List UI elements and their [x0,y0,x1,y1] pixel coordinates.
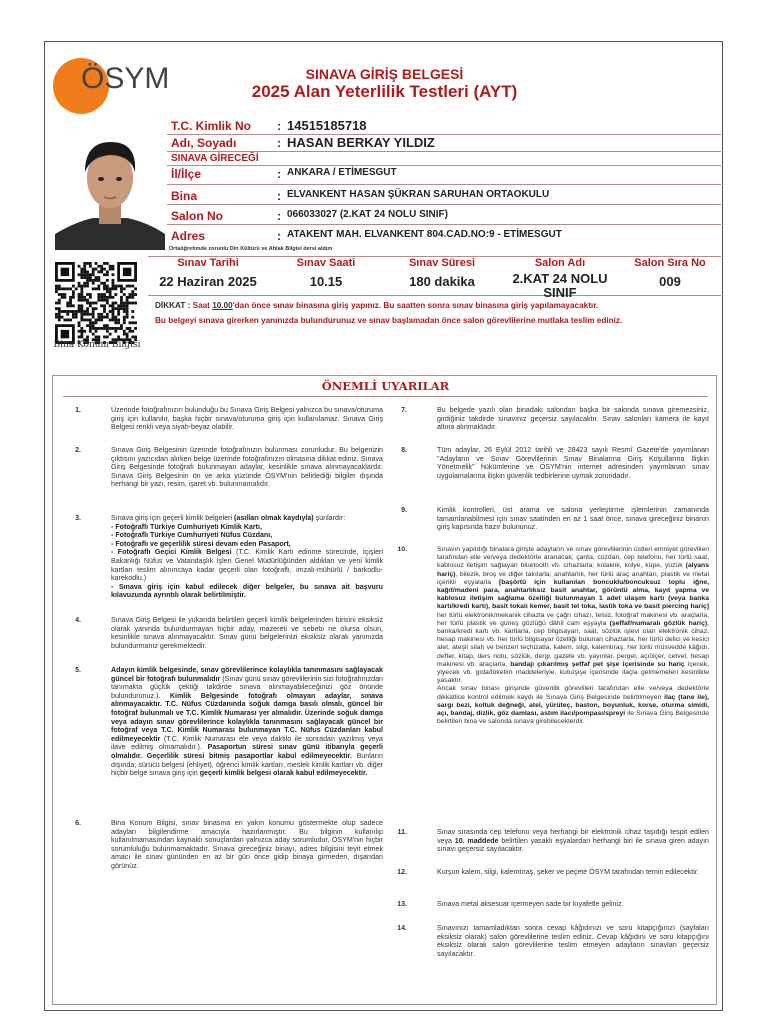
exam-date-label: Sınav Tarihi [177,257,239,269]
qr-code[interactable] [55,262,137,344]
exam-duration-label: Sınav Süresi [408,257,476,269]
item-text: Bunların dışında; sürücü belgesi (ehliyet), öğrenci kimlik kartları, meslek kimlik kartları vb. diğer hiçbir belge sınava giriş için [111,751,383,778]
warning-item-13 [397,900,709,909]
salon-value: 066033027 (2.KAT 24 NOLU SINIF) [287,209,448,220]
tc-value: 14515185718 [287,118,367,133]
item-text: Ancak sınav binası girişinde güvenlik görevlileri tarafından elle ve/veya dedektörle dikkatlice kontrol edilmek kaydı ile Sınava Giriş Belgesinde belirtilmeyen [437,685,709,701]
document-title: SINAVA GİRİŞ BELGESİ [305,66,464,82]
item-number: 3. [75,514,81,522]
item-text: geçerli kimlik belgesi olarak kabul edilmeyecektir. [199,769,368,778]
attention-notice [155,298,622,328]
item-text: ile Sınava Giriş Belgesinde belirtilen bina ve salonda sınava girebileceklerdir. [437,710,709,726]
item-text: her türlü elektronik/mekanik cihazla ve çağrı cihazı, telsiz, fotoğraf makinesi vb. araçlarla, her türlü plastik ve güneş gözlüğü dâhil cam eşyayla [437,611,709,627]
item-text: Sınava Giriş Belgesinin üzerinde fotoğrafınızın bulunması zorunludur. Bu belgenizin çıktısını yazıcıdan alırken belge üzerinde fotoğrafınızın olmasına dikkat ediniz. Sınava Giriş Belgesinde fotoğrafı bulunmayan adaylar, kesinlikle sınava alınmayacaklardır. Sınava Giriş Belgesinin ön ve arka yüzünde ÖSYM'nin belirlediği bilgiler dışında herhangi bir yazı, resim, işaret vb. bulunmamalıdır. [111,446,383,489]
exam-date-value: 22 Haziran 2025 [159,274,257,289]
item-text: içecek, yiyecek vb. gıda/tüketim maddeleriyle, kutu/şişe içerisinde ilaçla gelmemeleri kesinlikle yasaktır. [437,660,709,685]
warning-item-11 [397,828,709,854]
room-name-value: 2.KAT 24 NOLU SINIF [512,271,608,300]
warning-item-3 [75,514,383,600]
item-text: Sınavın yapıldığı binalara girişte adayların ve sınav görevlilerinin üstleri emniyet görevlileri tarafından elle ve/veya dedektörle aranacak; çanta, cüzdan, cep telefonu, her türlü saat, kablosuz iletişim sağlayan bluetooth vb. cihazlarla; kulaklık, kolye, küpe, yüzük [437,546,709,570]
item-text: Sınava Giriş Belgesi ile yukarıda belirtilen geçerli kimlik belgelerinden birisini eksiksiz olarak yanında bulundurmayan hiçbir aday, mazereti ve sebebi ne olursa olsun, kesinlikle sınava alınmayacaktır. Sınav günü belgelerinizi eksiksiz olarak yanınızda bulundurmanız gerekmektedir. [111,616,383,650]
item-text: bandajı çıkarılmış şeffaf pet şişe içerisinde su hariç [510,660,685,668]
item-text: Sınava giriş için geçerli kimlik belgeleri [111,514,235,522]
item-text: , bilezik, broş ve diğer takılarla; anahtarlık, her türlü araç anahtarı, plastik ve metal içerikli eşyalarla [437,570,709,586]
item-text: Kurşun kalem, silgi, kalemtıraş, şeker ve peçete ÖSYM tarafından temin edilecektir. [437,868,699,876]
item-number: 2. [75,446,81,454]
warning-item-1 [75,406,383,432]
item-number: 11. [397,828,407,836]
warning-item-6 [75,819,383,871]
attention-text: 'dan önce sınav binasına giriş yapınız. Bu saatten sonra sınav binasına giriş yapılamayacaktır. [232,301,599,310]
item-text: , banka/kredi kartı vb. kartlarla, cep bilgisayarı, saat, sözlük işlevi olan elektronik cihaz, hesap makinesi vb. her türlü bilgisayar özelliği bulunan cihazlarla, her türlü delici ve kesici alet, ateşli silah ve benzeri teçhizatla, kalem, silgi, kalemtıraş, her türlü müsvedde kâğıdı, defter, kitap, ders notu, sözlük, dergi, gazete vb. yayınlar, pergel, açıölçer, cetvel, hesap makinesi vb. araçlarla, [437,619,710,668]
name-label: Adı, Soyadı [171,136,237,150]
item-text: [başörtü için kullanılan boncuklu/boncuksuz toplu iğne, kağıt/madeni para, anahtarlıksız basit anahtar, görüntü alma, kayıt yapma ve kablosuz iletişim sağlama özelliği bulunmayan 1 adet ulaşım kartı (veya banka kartı/kredi kartı), basit tokalı kemer, basit tel toka, lastik toka ve basit piercing hariç] [437,578,710,611]
tc-label: T.C. Kimlik No [171,119,252,133]
item-text: Adayın kimlik belgesinde, sınav görevlilerince kolaylıkla tanınmasını sağlayacak güncel bir fotoğrafı bulunmalıdır [111,666,383,683]
item-text: - Fotoğraflı Türkiye Cumhuriyeti Nüfus Cüzdanı, [111,531,273,540]
item-text: - Fotoğraflı Türkiye Cumhuriyeti Kimlik Kartı, [111,522,262,531]
item-text: ilaç (tane ile), sargı bezi, koltuk değneği, atel, yürüteç, baston, boyunluk, korse, oturma simidi, açı, bandaj, dizlik, göz damlası, astım ilacı/pompası/spreyi [437,693,710,718]
adres-value: ATAKENT MAH. ELVANKENT 804.CAD.NO:9 - ETİMESGUT [287,229,562,240]
adres-label: Adres [171,229,206,243]
city-value: ANKARA / ETİMESGUT [287,167,397,178]
item-text: şunlardır: [313,514,346,522]
item-text: Pasaportun süresi sınav günü itibarıyla geçerli olmalıdır. Geçerlilik süresi bitmiş pasaportlar kabul edilmeyecektir. [111,743,384,760]
item-number: 8. [401,446,407,454]
item-number: 7. [401,406,407,414]
item-text: - Fotoğraflı ve geçerlilik süresi devam eden Pasaport, [111,539,291,548]
attention-time: 10.00 [212,301,233,310]
warnings-title: ÖNEMLİ UYARILAR [321,379,450,393]
seat-number-value: 009 [659,274,681,289]
item-number: 5. [75,666,81,674]
item-text: (T.C. Kimlik Kartı edinme sürecinde, İçişleri Bakanlığı Nüfus ve Vatandaşlık İşleri Genel Müdürlüğünden aldıkları ve yeni kimlik kartları teslim alınıncaya kadar geçerli olan fotoğraflı, imzalı-mühürlü / barkodlu-karekodlu.) [111,548,383,583]
candidate-photo [55,122,165,250]
warning-item-2 [75,446,383,489]
salon-label: Salon No [171,209,224,223]
item-text: Tüm adaylar, 26 Eylül 2012 tarihli ve 28423 sayılı Resmî Gazete'de yayımlanan "Adayların ve Sınav Görevlilerinin Sınav Binalarına Giriş Koşullarına İlişkin Yönetmelik" hükümlerine ve ÖSYM'nin internet adresinden yayımlanan sınav uygulamalarına ilişkin güvenlik tedbirlerine uymak zorundadır. [437,446,709,480]
item-number: 4. [75,616,81,624]
colon: : [277,136,281,150]
item-number: 6. [75,819,81,827]
qr-caption: Bina Konum Bilgisi [53,340,141,350]
admission-document [44,41,723,1011]
item-text: 10. maddede [454,836,499,845]
item-number: 14. [397,924,407,932]
warning-item-12 [397,868,709,877]
divider [63,396,708,397]
section-label: SINAVA GİRECEĞİ [171,153,259,164]
bina-value: ELVANKENT HASAN ŞÜKRAN SARUHAN ORTAOKULU [287,189,550,200]
city-label: İl/İlçe [171,167,202,181]
bina-label: Bina [171,189,198,203]
item-text: Sınav sırasında cep telefonu veya herhangi bir elektronik cihaz taşıdığı tespit edilen veya [437,828,709,845]
exam-title: 2025 Alan Yeterlilik Testleri (AYT) [251,82,518,101]
item-text: (alyans hariç) [437,562,709,578]
item-number: 10. [397,546,407,553]
colon: : [277,189,281,203]
item-text: Bina Konum Bilgisi, sınav binasına en yakın konumu göstermekte olup sadece adayları bilgilendirme amacıyla hazırlanmıştır. Bu bilginin kullanılıp kullanılmamasından kaynaklı sonuçlardan yalnızca aday sorumludur, ÖSYM'nin hiçbir sorumluluğu bulunmamaktadır. Sınava gireceğiniz binayı, adres bilgisini teyit etmek amacı ile sınav gününden en az bir gün önce gidip binaya girmeden, dışarıdan görünüz. [111,819,383,870]
item-text: Kimlik Belgesinde fotoğrafı olmayan adaylar, sınava alınmayacaktır. T.C. Nüfus Cüzdanında soğuk damga basılı olmalı, güncel bir fotoğraf bulunmalı ve T.C. Kimlik Numarası yer almalıdır. Üzerinde soğuk damga veya adayın sınav görevlilerince kolaylıkla tanınmasını sağlayacak güncel bir fotoğraf veya T.C. Kimlik Numarası bulunmayan T.C. Nüfus Cüzdanları kabul edilmeyecektir [111,691,383,743]
item-number: 12. [397,868,407,876]
warning-item-7 [401,406,709,432]
item-number: 13. [397,900,407,908]
exam-duration-value: 180 dakika [409,274,475,289]
warning-item-10 [397,546,710,726]
attention-text: Saat [190,301,213,310]
exam-details [148,256,721,300]
candidate-info [167,118,721,245]
seat-number-label: Salon Sıra No [634,257,706,269]
name-value: HASAN BERKAY YILDIZ [287,135,435,150]
warning-item-8 [401,446,709,480]
warning-item-9 [401,506,709,532]
attention-label: DİKKAT : [155,301,191,310]
item-text: (Sınav günü sınav görevlilerinin sizi fotoğrafınızdan tanımakta güçlük çektiği takdirde sınava alınmayabileceğinizi göz önünde bulundurunuz.). [111,674,383,700]
item-text: - Fotoğraflı Geçici Kimlik Belgesi [111,548,232,557]
item-text: Üzerinde fotoğrafınızın bulunduğu bu Sınava Giriş Belgesi yalnızca bu sınava/oturuma giriş için kullanılır, başka hiçbir sınava/oturuma giriş için kullanılamaz. Sınava Giriş Belgesi renkli veya siyah-beyaz olabilir. [111,406,383,432]
item-text: (şeffaf/numaralı gözlük hariç) [609,619,708,627]
item-text: Sınava metal aksesuar içermeyen sade bir kıyafetle geliniz. [437,900,624,908]
colon: : [277,209,281,223]
warning-item-14 [397,924,709,958]
warning-item-4 [75,616,383,650]
exam-time-label: Sınav Saati [296,257,356,269]
warning-item-5 [75,666,384,778]
logo-text: ÖSYM [81,62,170,95]
item-text: - Sınava giriş için kabul edilecek diğer belgeler, bu sınava ait başvuru kılavuzunda ayrıntılı olarak belirtilmiştir. [111,582,383,600]
item-number: 9. [401,506,407,514]
colon: : [277,167,281,181]
item-text: (asılları olmak kaydıyla) [234,514,314,522]
attention-line2: Bu belgeyi sınava girerken yanınızda bulundurunuz ve sınav başlamadan önce salon görevlilerine mutlaka teslim ediniz. [155,316,623,325]
colon: : [277,229,281,243]
item-text: Kimlik kontrolleri, üst arama ve salona yerleştirme işlemlerinin zamanında tamamlanabilmesi için sınav saatinden en az 1 saat önce, sınava gireceğiniz binanın giriş kapısında hazır bulununuz. [437,506,709,532]
important-warnings [52,375,717,1005]
item-text: Sınavınızı tamamladıktan sonra cevap kâğıdınızı ve soru kitapçığınızı (sayfaları eksiksiz olarak) salon görevlilerine teslim ediniz. Cevap kâğıdını ve soru kitapçığını eksiksiz olarak salon görevlilerine teslim etmeyen adayların sınavları geçersiz sayılacaktır. [437,924,709,958]
room-name-label: Salon Adı [534,257,586,269]
item-text: (T.C. Kimlik Numarası ele veya daktilo ile sonradan yazılmış veya ilave edilmiş olmamalıdır.). [111,734,383,752]
religion-course-note: Ortaöğretimde zorunlu Din Kültürü ve Ahlak Bilgisi dersi aldım [169,246,333,252]
exam-time-value: 10.15 [309,274,343,289]
item-text: belirtilen yasaklı eşyalardan herhangi biri ile sınava giren adayın sınavı geçersiz sayılacaktır. [437,836,709,854]
item-text: Bu belgede yazılı olan binadaki salondan başka bir salonda sınava giremezsiniz, girdiğiniz takdirde sınavınız geçersiz sayılacaktır. Sınav salonları kamera ile kayıt altına alınmaktadır. [437,406,709,432]
item-number: 1. [75,406,81,414]
colon: : [277,119,281,133]
